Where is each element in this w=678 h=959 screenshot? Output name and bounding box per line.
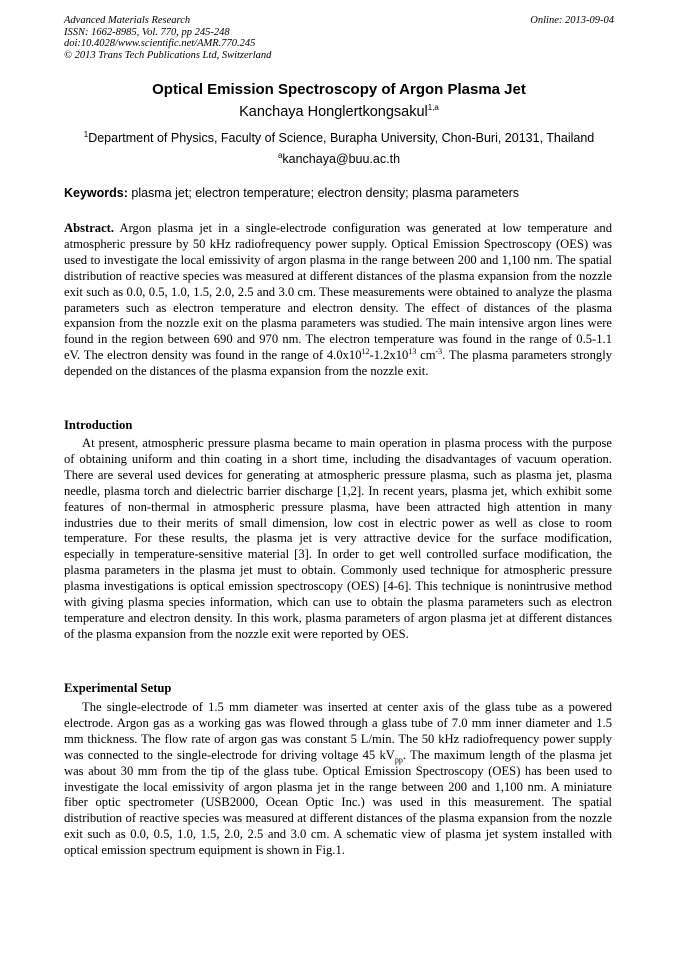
affiliation-text: Department of Physics, Faculty of Science, Burapha University, Chon-Buri, 20131, Thailand	[88, 131, 595, 145]
journal-doi: doi:10.4028/www.scientific.net/AMR.770.245	[64, 38, 256, 49]
email-address: kanchaya@buu.ac.th	[282, 152, 401, 166]
affiliation-line	[0, 131, 678, 145]
author-superscript: 1,a	[427, 103, 439, 113]
abstract-text-2: -1.2x10	[369, 348, 409, 363]
experimental-heading: Experimental Setup	[64, 681, 172, 695]
author-name: Kanchaya Honglertkongsakul	[239, 104, 428, 120]
experimental-text-1: The single-electrode of 1.5 mm diameter was inserted at center axis of the glass tube as a powered electrode. Argon gas as a working gas was flowed through a glass tube of 7.0 mm inner diameter and 1.5 mm thickness. The flow rate of argon gas was constant 5 L/min. The 50 kHz radiofrequency power supply was connected to the single-electrode for driving voltage 45 kV	[64, 700, 612, 762]
experimental-text-2: . The maximum length of the plasma jet was about 30 mm from the tip of the glass tube. Optical Emission Spectroscopy (OES) has been used to investigate the local emissivity of argon plasma jet in the range between 200 and 1,100 nm. A miniature fiber optic spectrometer (USB2000, Ocean Optic Inc.) was used in this measurement. The spatial distribution of reactive species was measured at different distances of the plasma expansion from the nozzle exit such as 0.0, 0.5, 1.0, 1.5, 2.0, 2.5 and 3.0 cm. A schematic view of plasma jet system installed with optical emission spectrum equipment is shown in Fig.1.	[64, 747, 612, 858]
abstract-exponent-3: -3	[435, 347, 443, 357]
paper-title: Optical Emission Spectroscopy of Argon Plasma Jet	[152, 81, 526, 98]
online-date: Online: 2013-09-04	[530, 15, 614, 26]
abstract-text-3: cm	[416, 348, 436, 363]
abstract-text-4: . The plasma parameters strongly depended on the distances of the plasma expansion from the nozzle exit.	[64, 348, 612, 379]
keywords-line	[64, 186, 624, 200]
affiliation-superscript: 1	[83, 129, 89, 139]
experimental-subscript: pp	[394, 755, 403, 765]
keywords-label: Keywords:	[64, 186, 128, 200]
abstract-paragraph	[64, 221, 612, 380]
journal-issn: ISSN: 1662-8985, Vol. 770, pp 245-248	[64, 26, 230, 38]
introduction-paragraph: At present, atmospheric pressure plasma became to main operation in plasma process with the purpose of obtaining uniform and thin coating in a short time, including the disadvantages of vacuum operation. There are several used devices for generating at atmospheric pressure plasma, such as plasma jet, plasma needle, plasma torch and dielectric barrier discharge [1,2]. In recent years, plasma jet, which exhibit some features of non-thermal in atmospheric pressure plasma, have been attracted high attention in many industries due to their merits of small dimension, low cost in electric power as well as close to room temperature. For these results, the plasma jet is very attractive device for the surface modification, especially in temperature-sensitive material [3]. In order to get well controlled surface modification, the plasma parameters in the plasma jet must to obtain. Commonly used technique for atmospheric pressure plasma investigations is optical emission spectroscopy (OES) [4-6]. This technique is nonintrusive method with giving plasma species information, which can use to obtain the plasma parameters such as electron temperature and electron density. In this work, plasma parameters of argon plasma jet at different distances of the plasma expansion from the nozzle exit were reported by OES.	[64, 436, 612, 641]
email-line	[0, 152, 678, 166]
journal-name: Advanced Materials Research	[64, 15, 191, 26]
experimental-paragraph	[64, 700, 612, 859]
abstract-exponent-1: 12	[361, 347, 370, 357]
author-line	[0, 104, 678, 120]
introduction-heading: Introduction	[64, 418, 133, 432]
abstract-exponent-2: 13	[408, 347, 417, 357]
keywords-text: plasma jet; electron temperature; electron density; plasma parameters	[127, 186, 520, 200]
email-superscript: a	[277, 150, 283, 160]
journal-copyright: © 2013 Trans Tech Publications Ltd, Switzerland	[64, 49, 272, 61]
journal-header	[64, 15, 271, 61]
abstract-text-1: Argon plasma jet in a single-electrode configuration was generated at low temperature and atmospheric pressure by 50 kHz radiofrequency power supply. Optical Emission Spectroscopy (OES) was used to investigate the local emissivity of argon plasma in the range between 200 and 1,100 nm. The spatial distribution of reactive species was measured at different distances of the plasma expansion from the nozzle exit such as 0.0, 0.5, 1.0, 1.5, 2.0, 2.5 and 3.0 cm. These measurements were obtained to analyze the plasma parameters such as electron temperature and electron density. The effect of distances of the plasma expansion from the nozzle exit on the plasma parameters was studied. The main intensive argon lines were found in the region between 690 and 970 nm. The electron temperature was found in the range of 0.5-1.1 eV. The electron density was found in the range of 4.0x10	[64, 221, 612, 363]
abstract-label: Abstract.	[64, 221, 115, 235]
